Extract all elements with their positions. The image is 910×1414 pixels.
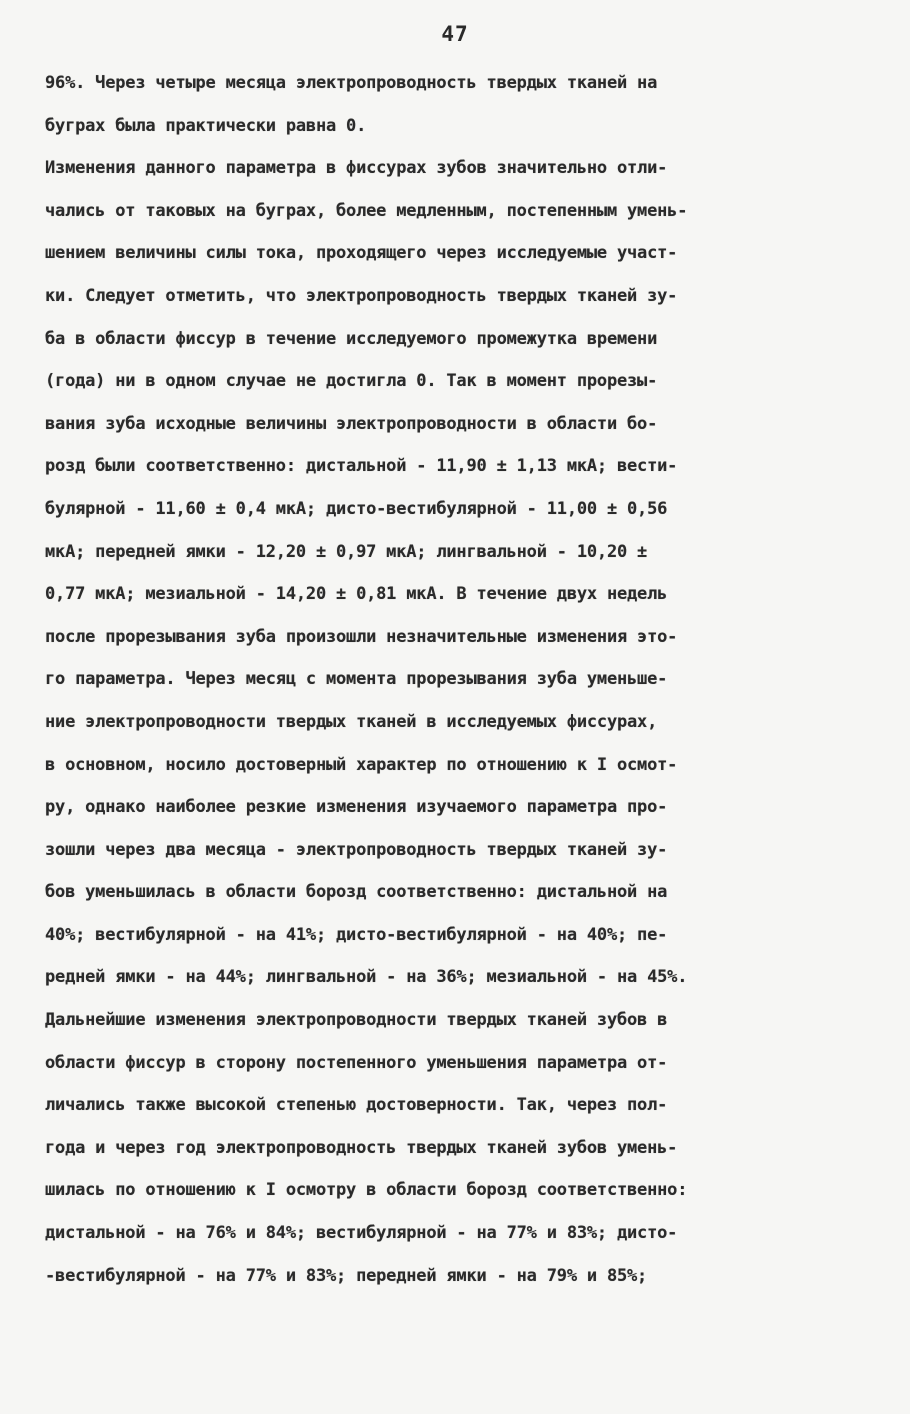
text-line: Изменения данного параметра в фиссурах зубов значительно отли- bbox=[45, 158, 668, 179]
text-line: буграх была практически равна 0. bbox=[45, 115, 367, 136]
text-line: ру, однако наиболее резкие изменения изучаемого параметра про- bbox=[45, 797, 668, 818]
body-text bbox=[45, 62, 885, 1297]
page-number: 47 bbox=[441, 22, 469, 46]
text-line: бов уменьшилась в области борозд соответственно: дистальной на bbox=[45, 882, 668, 903]
text-line: вания зуба исходные величины электропроводности в области бо- bbox=[45, 413, 658, 434]
text-line: (года) ни в одном случае не достигла 0. Так в момент прорезы- bbox=[45, 371, 658, 392]
text-line: го параметра. Через месяц с момента прорезывания зуба уменьше- bbox=[45, 669, 668, 690]
text-line: шением величины силы тока, проходящего через исследуемые участ- bbox=[45, 243, 678, 264]
text-line: булярной - 11,60 ± 0,4 мкА; дисто-вестибулярной - 11,00 ± 0,56 bbox=[45, 498, 668, 519]
text-line: ба в области фиссур в течение исследуемого промежутка времени bbox=[45, 328, 658, 349]
text-line: ки. Следует отметить, что электропроводность твердых тканей зу- bbox=[45, 285, 678, 306]
text-line: редней ямки - на 44%; лингвальной - на 36%; мезиальной - на 45%. bbox=[45, 967, 688, 988]
text-line: мкА; передней ямки - 12,20 ± 0,97 мкА; лингвальной - 10,20 ± bbox=[45, 541, 648, 562]
text-line: личались также высокой степенью достоверности. Так, через пол- bbox=[45, 1095, 668, 1116]
text-line: в основном, носило достоверный характер по отношению к I осмот- bbox=[45, 754, 678, 775]
text-line: шилась по отношению к I осмотру в области борозд соответственно: bbox=[45, 1180, 688, 1201]
text-line: области фиссур в сторону постепенного уменьшения параметра от- bbox=[45, 1052, 668, 1073]
text-line: дистальной - на 76% и 84%; вестибулярной - на 77% и 83%; дисто- bbox=[45, 1223, 678, 1244]
text-line: зошли через два месяца - электропроводность твердых тканей зу- bbox=[45, 839, 668, 860]
text-line: 96%. Через четыре месяца электропроводность твердых тканей на bbox=[45, 73, 658, 93]
text-line: ние электропроводности твердых тканей в исследуемых фиссурах, bbox=[45, 711, 658, 732]
text-line: 40%; вестибулярной - на 41%; дисто-вестибулярной - на 40%; пе- bbox=[45, 924, 668, 945]
text-line: -вестибулярной - на 77% и 83%; передней ямки - на 79% и 85%; bbox=[45, 1265, 648, 1286]
text-line: Дальнейшие изменения электропроводности твердых тканей зубов в bbox=[45, 1010, 668, 1031]
text-line: после прорезывания зуба произошли незначительные изменения это- bbox=[45, 626, 678, 647]
text-line: чались от таковых на буграх, более медленным, постепенным умень- bbox=[45, 200, 688, 221]
text-line: розд были соответственно: дистальной - 11,90 ± 1,13 мкА; вести- bbox=[45, 456, 678, 477]
text-line: года и через год электропроводность твердых тканей зубов умень- bbox=[45, 1137, 678, 1158]
text-line: 0,77 мкА; мезиальной - 14,20 ± 0,81 мкА. В течение двух недель bbox=[45, 584, 668, 605]
